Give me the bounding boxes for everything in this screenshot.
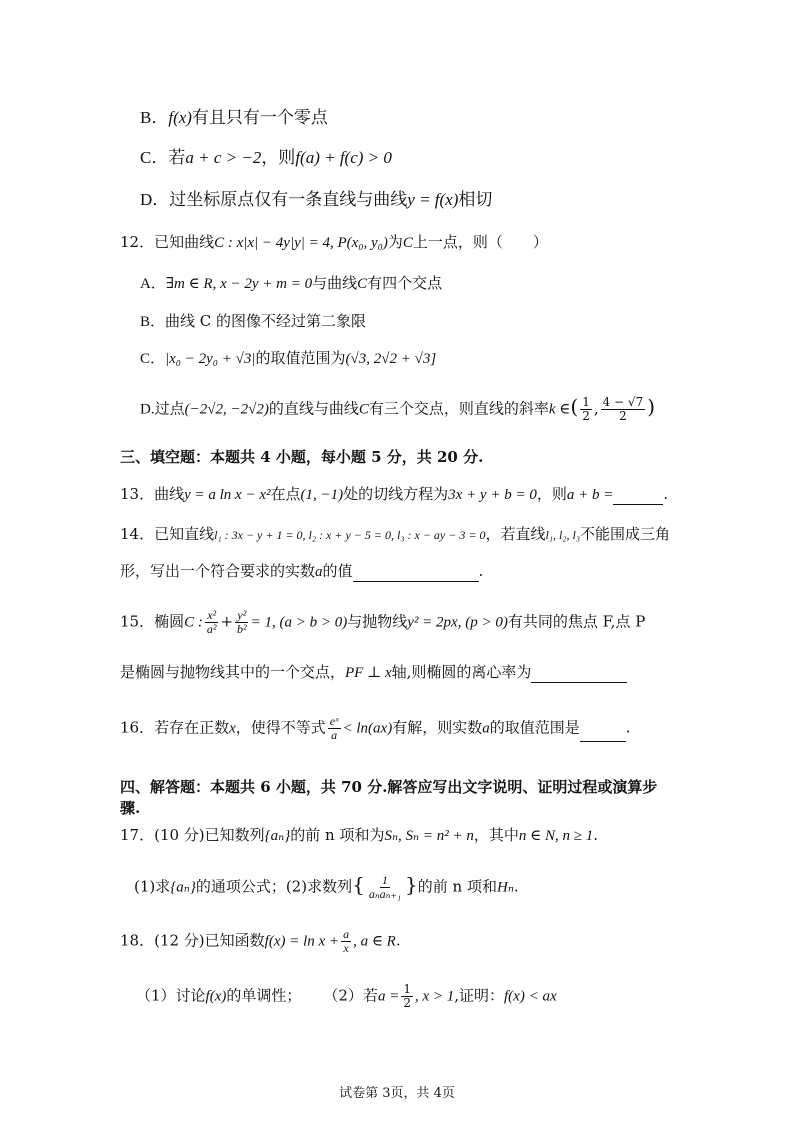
q11-option-d: D．过坐标原点仅有一条直线与曲线y = f(x)相切 — [140, 190, 493, 210]
q18-parts: （1）讨论f(x)的单调性； （2）若a = $\frac{1}{2}$ , x > 1,证明：f(x) < ax — [136, 982, 557, 1010]
q12-option-d: D.过点(−2√2, −2√2)的直线与曲线C有三个交点，则直线的斜率k ∈( $\frac{1}{2}$ , $\frac{4 - √7}{2}$ ) — [140, 394, 656, 423]
q15-line-2: 是椭圆与抛物线其中的一个交点，PF ⊥ x轴,则椭圆的离心率为 — [120, 662, 627, 683]
q18-stem: 18．(12 分)已知函数f(x) = ln x + $\frac{a}{x}$ , a ∈ R. — [120, 927, 401, 955]
section-3-title: 三、填空题：本题共 4 小题，每小题 5 分，共 20 分. — [120, 448, 484, 466]
fraction-one-half: $\frac{1}{2}$ — [403, 982, 411, 1010]
page-footer: 试卷第 3页，共 4页 — [339, 1086, 455, 1101]
answer-blank — [580, 727, 626, 742]
fraction-y2-b2: $\frac{\text{y²}}{\text{b²}}$ — [237, 608, 247, 636]
q16: 16．若存在正数x，使得不等式 $\frac{\text{eˣ}}{a}$ < ln(ax)有解，则实数a的取值范围是 . — [120, 714, 631, 742]
fraction-ex-a: $\frac{\text{eˣ}}{a}$ — [329, 714, 339, 742]
section-4-title-line-2: 骤. — [120, 799, 141, 817]
q12-option-a: A．∃m ∈ R, x − 2y + m = 0与曲线C有四个交点 — [140, 274, 443, 292]
answer-blank — [353, 567, 479, 582]
q15-line-1: 15．椭圆C : $\frac{\text{x²}}{\text{a²}}$ + $\frac{\text{y²}}{\text{b²}}$ = 1, (a > b > 0)与抛物线y² = 2px, (p > 0)有共同的焦点 F,点 P — [120, 608, 646, 636]
q11-option-b: B．f(x)有且只有一个零点 — [140, 108, 328, 128]
q14-line-2: 形，写出一个符合要求的实数a的值 . — [120, 562, 484, 580]
q12-option-c: C．|x₀ − 2y₀ + √3|的取值范围为(√3, 2√2 + √3] — [140, 349, 437, 367]
q12-stem: 12．已知曲线C : x|x| − 4y|y| = 4, P(x₀, y₀)为C上一点，则（ ） — [120, 233, 548, 251]
fraction-a-over-x: $\frac{a}{x}$ — [343, 927, 350, 955]
q11-option-c: C．若a + c > −2，则f(a) + f(c) > 0 — [140, 148, 392, 168]
answer-blank — [613, 490, 663, 505]
fraction-one-half: $\frac{1}{2}$ — [582, 395, 590, 423]
section-4-title-line-1: 四、解答题：本题共 6 小题，共 70 分.解答应写出文字说明、证明过程或演算步 — [120, 778, 658, 796]
answer-blank — [531, 668, 627, 683]
fraction-upper-bound: $\frac{4 - √7}{2}$ — [602, 395, 644, 423]
q14-line-1: 14．已知直线l₁ : 3x − y + 1 = 0, l₂ : x + y − 5 = 0, l₃ : x − ay − 3 = 0，若直线l₁, l₂, l₃不能围成三角 — [120, 525, 671, 543]
q13: 13．曲线y = a ln x − x²在点(1, −1)处的切线方程为3x + y + b = 0，则a + b = . — [120, 485, 669, 503]
q12-option-b: B．曲线 C 的图像不经过第二象限 — [140, 312, 367, 330]
fraction-1-over-anan1: $\frac{1}{\text{aₙaₙ₊₁}}$ — [368, 873, 402, 901]
fraction-x2-a2: $\frac{\text{x²}}{\text{a²}}$ — [206, 608, 217, 636]
q17-stem: 17．(10 分)已知数列{aₙ}的前 n 项和为Sₙ, Sₙ = n² + n，其中n ∈ N, n ≥ 1. — [120, 826, 598, 844]
q17-parts: (1)求{aₙ}的通项公式；(2)求数列{ $\frac{1}{\text{aₙaₙ₊₁}}$ }的前 n 项和Hₙ. — [134, 872, 519, 901]
